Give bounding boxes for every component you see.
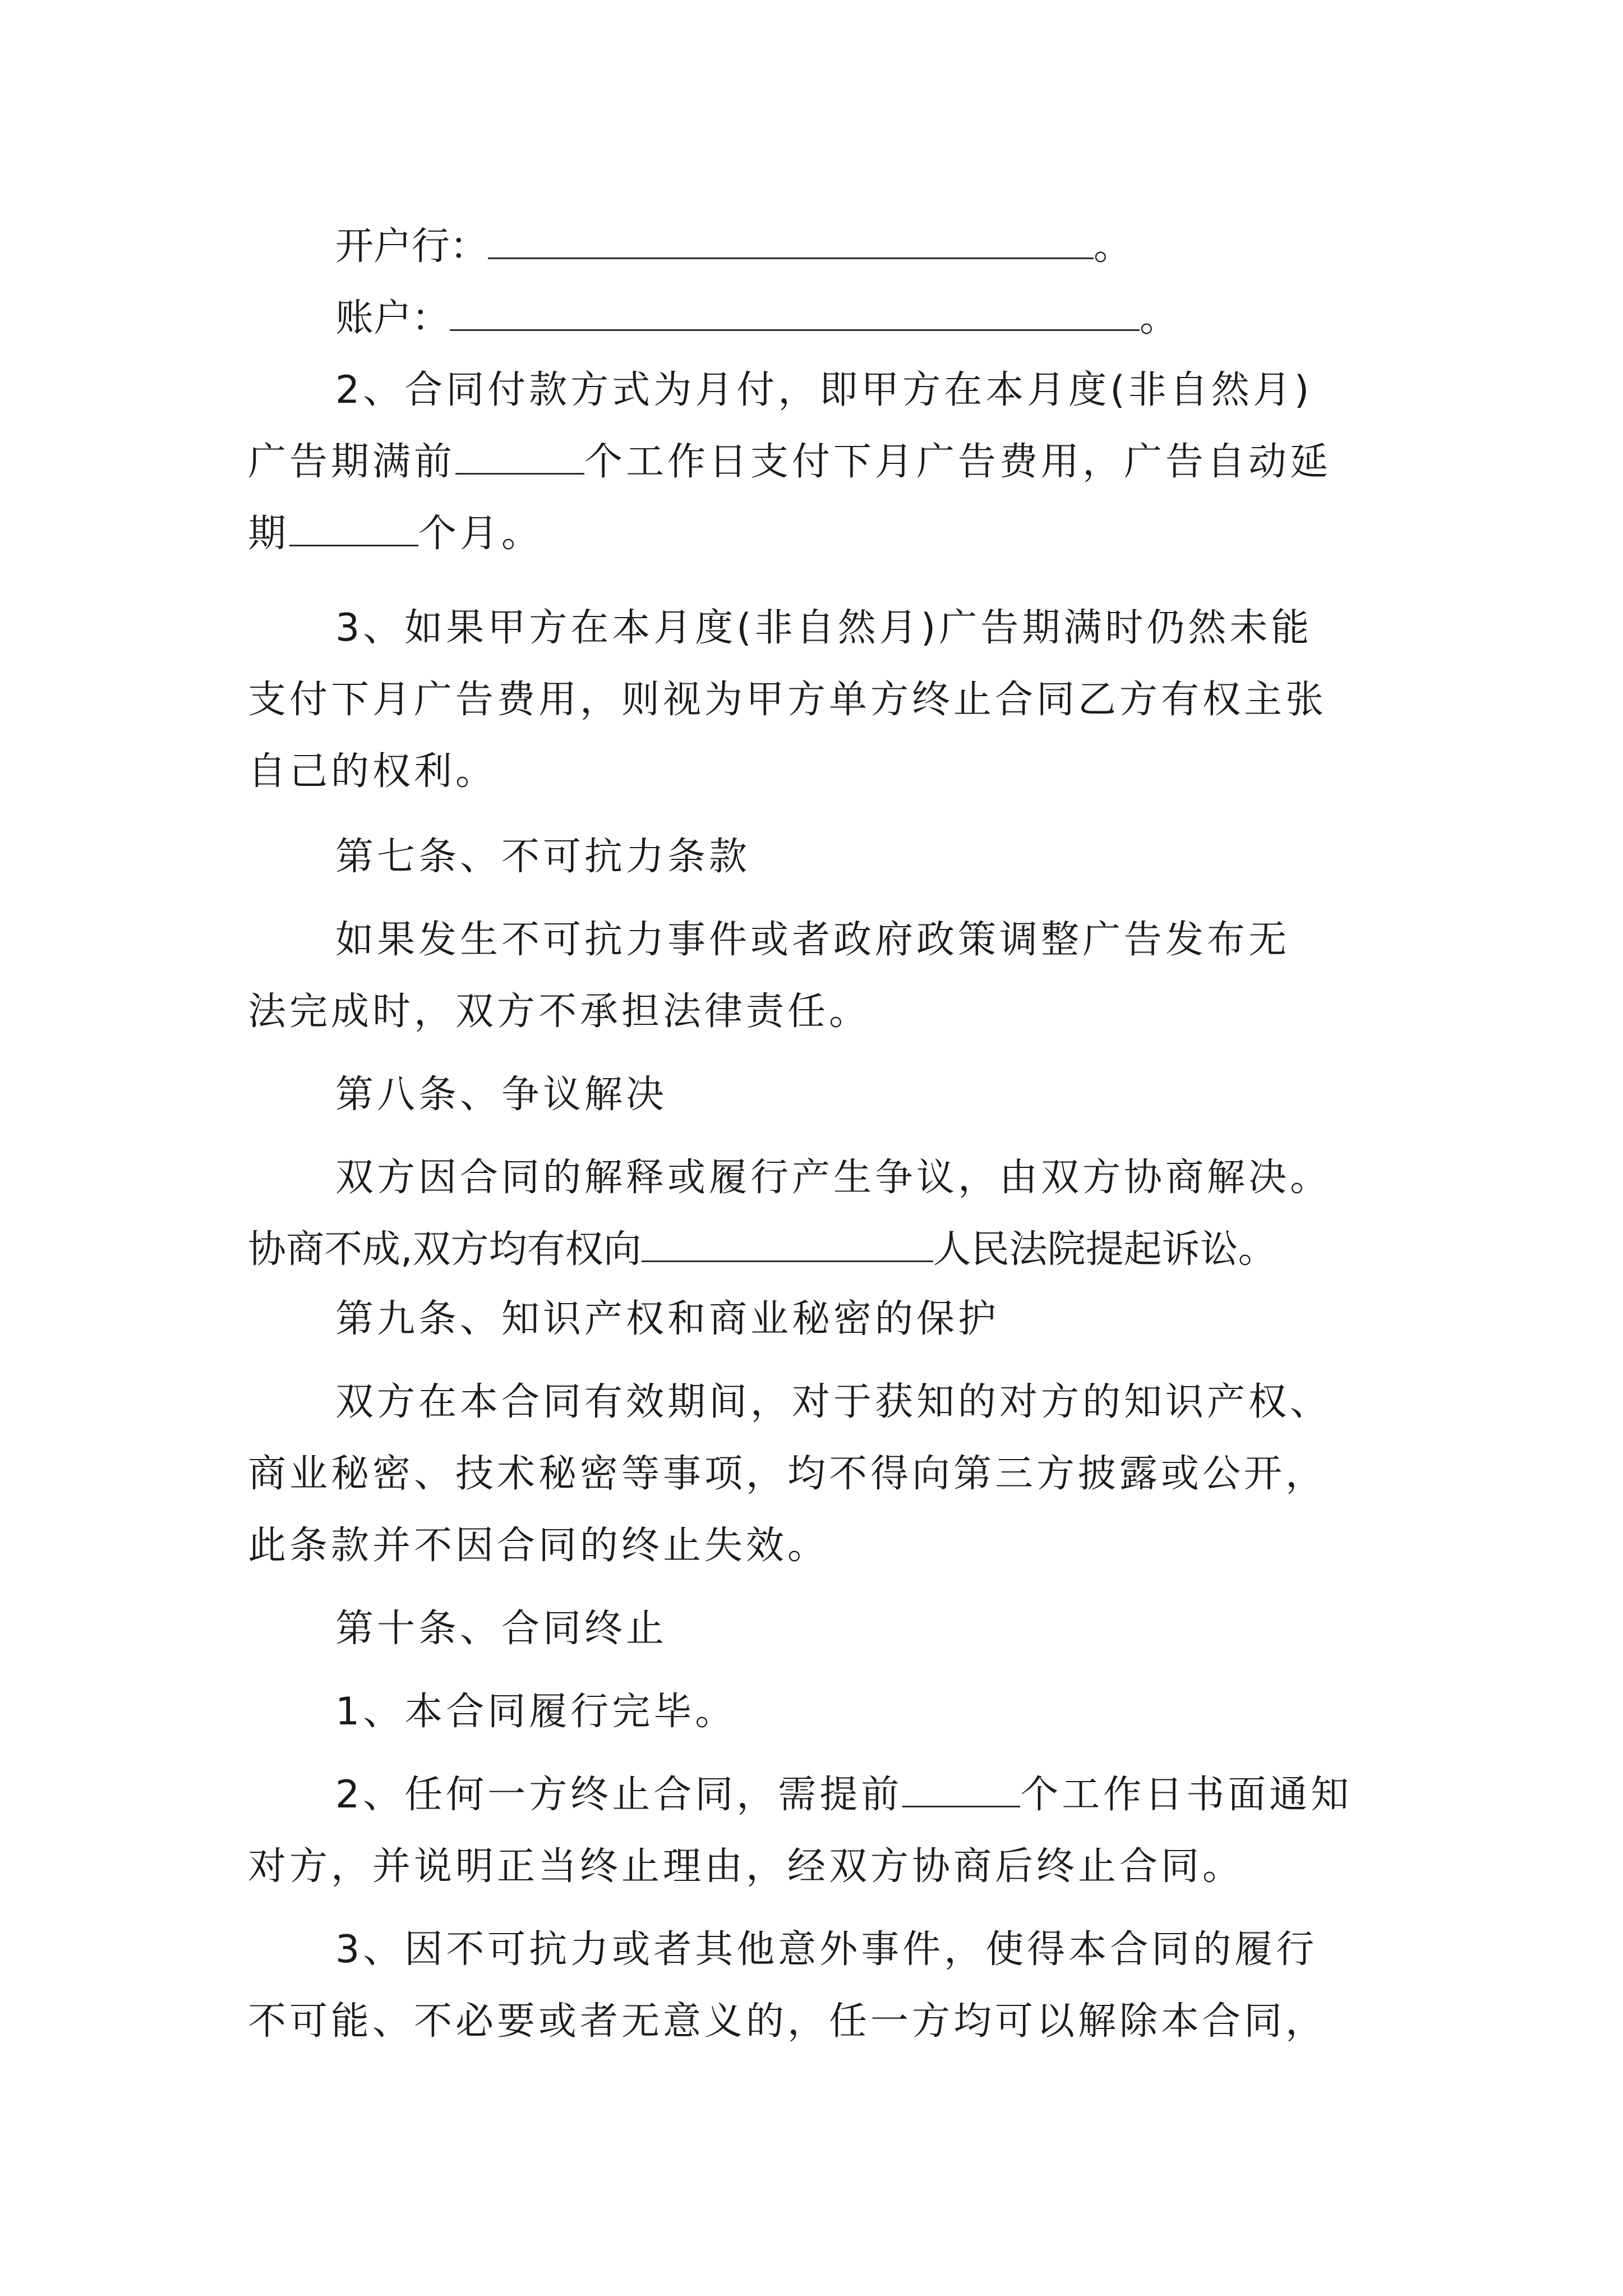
paragraph-line: 2、任何一方终止合同，需提前 个工作日书面通知 [335,1768,1352,1822]
paragraph-line: 1、本合同履行完毕。 [335,1690,737,1734]
bank-name-end: 。 [1094,224,1132,269]
paragraph-line: 2、合同付款方式为月付，即甲方在本月度(非自然月) [335,368,1313,412]
bank-name-label: 开户行： [335,224,488,269]
paragraph-line: 如果发生不可抗力事件或者政府政策调整广告发布无 [335,918,1290,962]
notice-days-blank [902,1771,1020,1807]
account-label: 账户： [335,296,450,341]
section-heading: 第七条、不可抗力条款 [335,835,751,879]
paragraph-line: 期 个月。 [248,507,543,561]
extension-months-blank [289,510,418,546]
paragraph-line: 3、因不可抗力或者其他意外事件，使得本合同的履行 [335,1927,1318,1972]
days-before-blank [455,438,584,475]
paragraph-line: 对方，并说明正当终止理由，经双方协商后终止合同。 [248,1844,1244,1889]
account-blank [450,295,1140,331]
paragraph-line: 3、如果甲方在本月度(非自然月)广告期满时仍然未能 [335,606,1313,650]
paragraph-line: 双方因合同的解释或履行产生争议，由双方协商解决。 [335,1156,1332,1200]
section-heading: 第十条、合同终止 [335,1607,668,1651]
paragraph-line: 双方在本合同有效期间，对于获知的对方的知识产权、 [335,1380,1332,1424]
paragraph-line: 法完成时，双方不承担法律责任。 [248,990,871,1034]
account-line [335,292,1178,346]
bank-name-line [335,220,1132,274]
paragraph-line: 自己的权利。 [248,749,497,794]
paragraph-line: 不可能、不必要或者无意义的，任一方均可以解除本合同， [248,1999,1327,2044]
section-heading: 第九条、知识产权和商业秘密的保护 [335,1297,1000,1341]
account-end: 。 [1140,296,1178,341]
section-heading: 第八条、争议解决 [335,1073,668,1117]
paragraph-line: 广告期满前 个工作日支付下月广告费用，广告自动延 [248,435,1331,489]
court-blank [642,1226,933,1262]
paragraph-line: 此条款并不因合同的终止失效。 [248,1524,829,1568]
paragraph-line: 支付下月广告费用，则视为甲方单方终止合同乙方有权主张 [248,678,1327,722]
paragraph-line: 协商不成,双方均有权向 人民法院提起诉讼。 [248,1223,1276,1277]
bank-name-blank [488,223,1094,259]
paragraph-line: 商业秘密、技术秘密等事项，均不得向第三方披露或公开， [248,1452,1327,1496]
